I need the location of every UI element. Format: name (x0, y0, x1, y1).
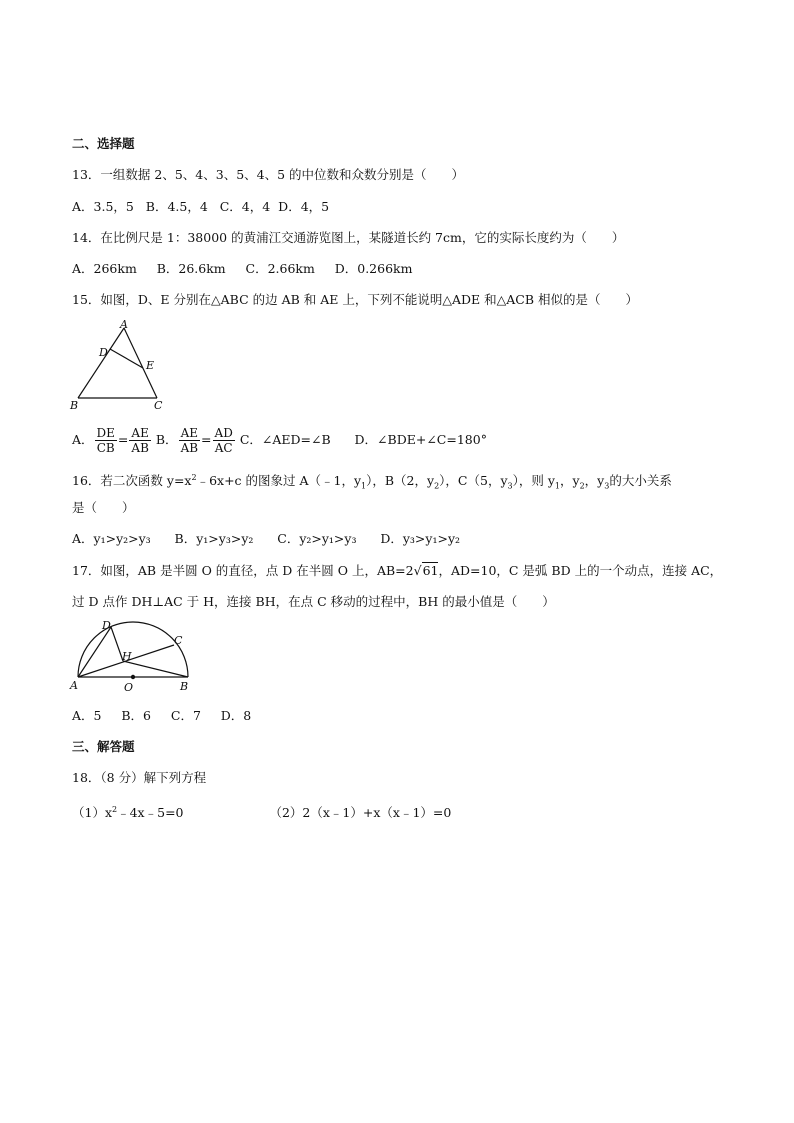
q18-equation-2: （2）2（x﹣1）+x（x﹣1）=0 (269, 805, 452, 821)
q16-option-c: C．y₂>y₁>y₃ (277, 531, 357, 546)
question-17-stem-line2: 过 D 点作 DH⊥AC 于 H，连接 BH，在点 C 移动的过程中，BH 的最小值是（ ） (72, 594, 555, 609)
q18-eq1-text: （1）x (72, 805, 113, 821)
fraction-numerator: AD (214, 426, 233, 440)
subscript: 1 (361, 481, 367, 491)
q18-eq1-text: ﹣4x﹣5=0 (117, 805, 184, 821)
q16-text: ﹣6x+c 的图象过 A（﹣1，y (196, 473, 362, 489)
q14-option-a: A．266km (72, 261, 137, 276)
q16-text: ，y (584, 473, 605, 489)
fraction-numerator: AE (179, 426, 200, 441)
q13-option-b: B．4.5，4 (145, 199, 208, 214)
fig17-label-d: D (102, 619, 111, 632)
question-18-equations (72, 802, 451, 821)
q16-text: ），C（5，y (439, 473, 508, 489)
section-title-choice: 二、选择题 (72, 136, 135, 151)
fig15-label-b: B (70, 399, 79, 412)
q14-option-b: B．26.6km (156, 261, 226, 276)
q15-option-a: A． $\frac{DE}{CB}$ = $\frac{AE}{AB}$ (72, 426, 149, 455)
q15-option-a-label: A． (72, 432, 94, 447)
q13-option-d: D．4，5 (278, 199, 330, 214)
fig17-label-c: C (174, 634, 183, 647)
q15-option-b-label: B． (155, 432, 178, 447)
question-17-stem: 17．如图，AB 是半圆 O 的直径，点 D 在半圆 O 上，AB=2√61，AD=10，C 是弧 BD 上的一个动点，连接 AC， (72, 563, 723, 578)
fig17-label-o: O (124, 681, 134, 694)
question-16-options (72, 531, 460, 547)
question-17-options (72, 708, 251, 724)
fig15-label-e: E (146, 359, 155, 372)
fraction (179, 426, 200, 455)
fraction-numerator: AE (129, 426, 150, 441)
semicircle-figure (66, 616, 198, 694)
q16-text: ），则 y (512, 473, 555, 489)
q14-option-c: C．2.66km (245, 261, 315, 276)
subscript: 2 (434, 481, 440, 491)
q17-text: 17．如图，AB 是半圆 O 的直径，点 D 在半圆 O 上，AB=2 (72, 563, 414, 578)
sqrt-radicand: 61 (422, 563, 439, 578)
question-13-options (72, 199, 329, 215)
q17-option-c: C．7 (170, 708, 201, 723)
q17-option-a: A．5 (72, 708, 102, 723)
fig15-label-c: C (154, 399, 163, 412)
question-18-stem: 18．（8 分）解下列方程 (72, 770, 207, 785)
fig17-label-h: H (122, 650, 132, 663)
fraction-denominator: AC (214, 441, 233, 455)
question-15-options (72, 424, 487, 456)
section-title-answer: 三、解答题 (72, 739, 135, 754)
subscript: 2 (579, 481, 585, 491)
triangle-figure (66, 318, 176, 412)
q15-option-c: C．∠AED=∠B (239, 432, 331, 447)
fig17-label-b: B (180, 680, 189, 693)
q16-option-d: D．y₃>y₁>y₂ (380, 531, 461, 546)
center-point (131, 675, 135, 679)
fraction (213, 426, 235, 455)
fraction-denominator: AB (180, 441, 199, 455)
fig15-label-a: A (120, 318, 128, 331)
q13-option-c: C．4，4 (219, 199, 271, 214)
q17-option-b: B．6 (121, 708, 151, 723)
q14-option-d: D．0.266km (334, 261, 413, 276)
q16-text: 的大小关系 (609, 473, 672, 489)
q16-option-a: A．y₁>y₂>y₃ (72, 531, 151, 546)
question-15-stem: 15．如图，D、E 分别在△ABC 的边 AB 和 AE 上，下列不能说明△ADE 和△ACB 相似的是（ ） (72, 292, 639, 307)
q18-equation-1 (72, 805, 184, 820)
superscript: 2 (112, 805, 118, 814)
q16-text: ），B（2，y (366, 473, 435, 489)
fig17-label-a: A (70, 679, 78, 692)
fraction-denominator: AB (131, 441, 149, 455)
fraction (95, 426, 117, 455)
question-14-options (72, 261, 412, 277)
q17-text: ，AD=10，C 是弧 BD 上的一个动点，连接 AC， (438, 563, 723, 578)
fraction (129, 426, 150, 455)
question-14-stem: 14．在比例尺是 1：38000 的黄浦江交通游览图上，某隧道长约 7cm，它的实际长度约为（ ） (72, 230, 625, 245)
question-13-stem: 13．一组数据 2、5、4、3、5、4、5 的中位数和众数分别是（ ） (72, 167, 465, 182)
question-16-stem (72, 470, 672, 495)
q15-option-b: B． $\frac{AE}{AB}$ = $\frac{AD}{AC}$ (155, 426, 233, 455)
q17-option-d: D．8 (220, 708, 252, 723)
question-16-stem-line2: 是（ ） (72, 500, 135, 515)
fig15-label-d: D (99, 346, 108, 359)
subscript: 3 (604, 481, 610, 491)
q15-option-d: D．∠BDE+∠C=180° (354, 432, 487, 447)
subscript: 3 (507, 481, 513, 491)
subscript: 1 (554, 481, 560, 491)
q16-text: ，y (560, 473, 580, 489)
q16-option-b: B．y₁>y₃>y₂ (174, 531, 254, 546)
fraction-numerator: DE (96, 426, 115, 440)
superscript: 2 (191, 473, 197, 482)
q16-text: 16．若二次函数 y=x (72, 473, 192, 489)
q13-option-a: A．3.5，5 (72, 199, 134, 214)
fraction-denominator: CB (96, 441, 115, 455)
